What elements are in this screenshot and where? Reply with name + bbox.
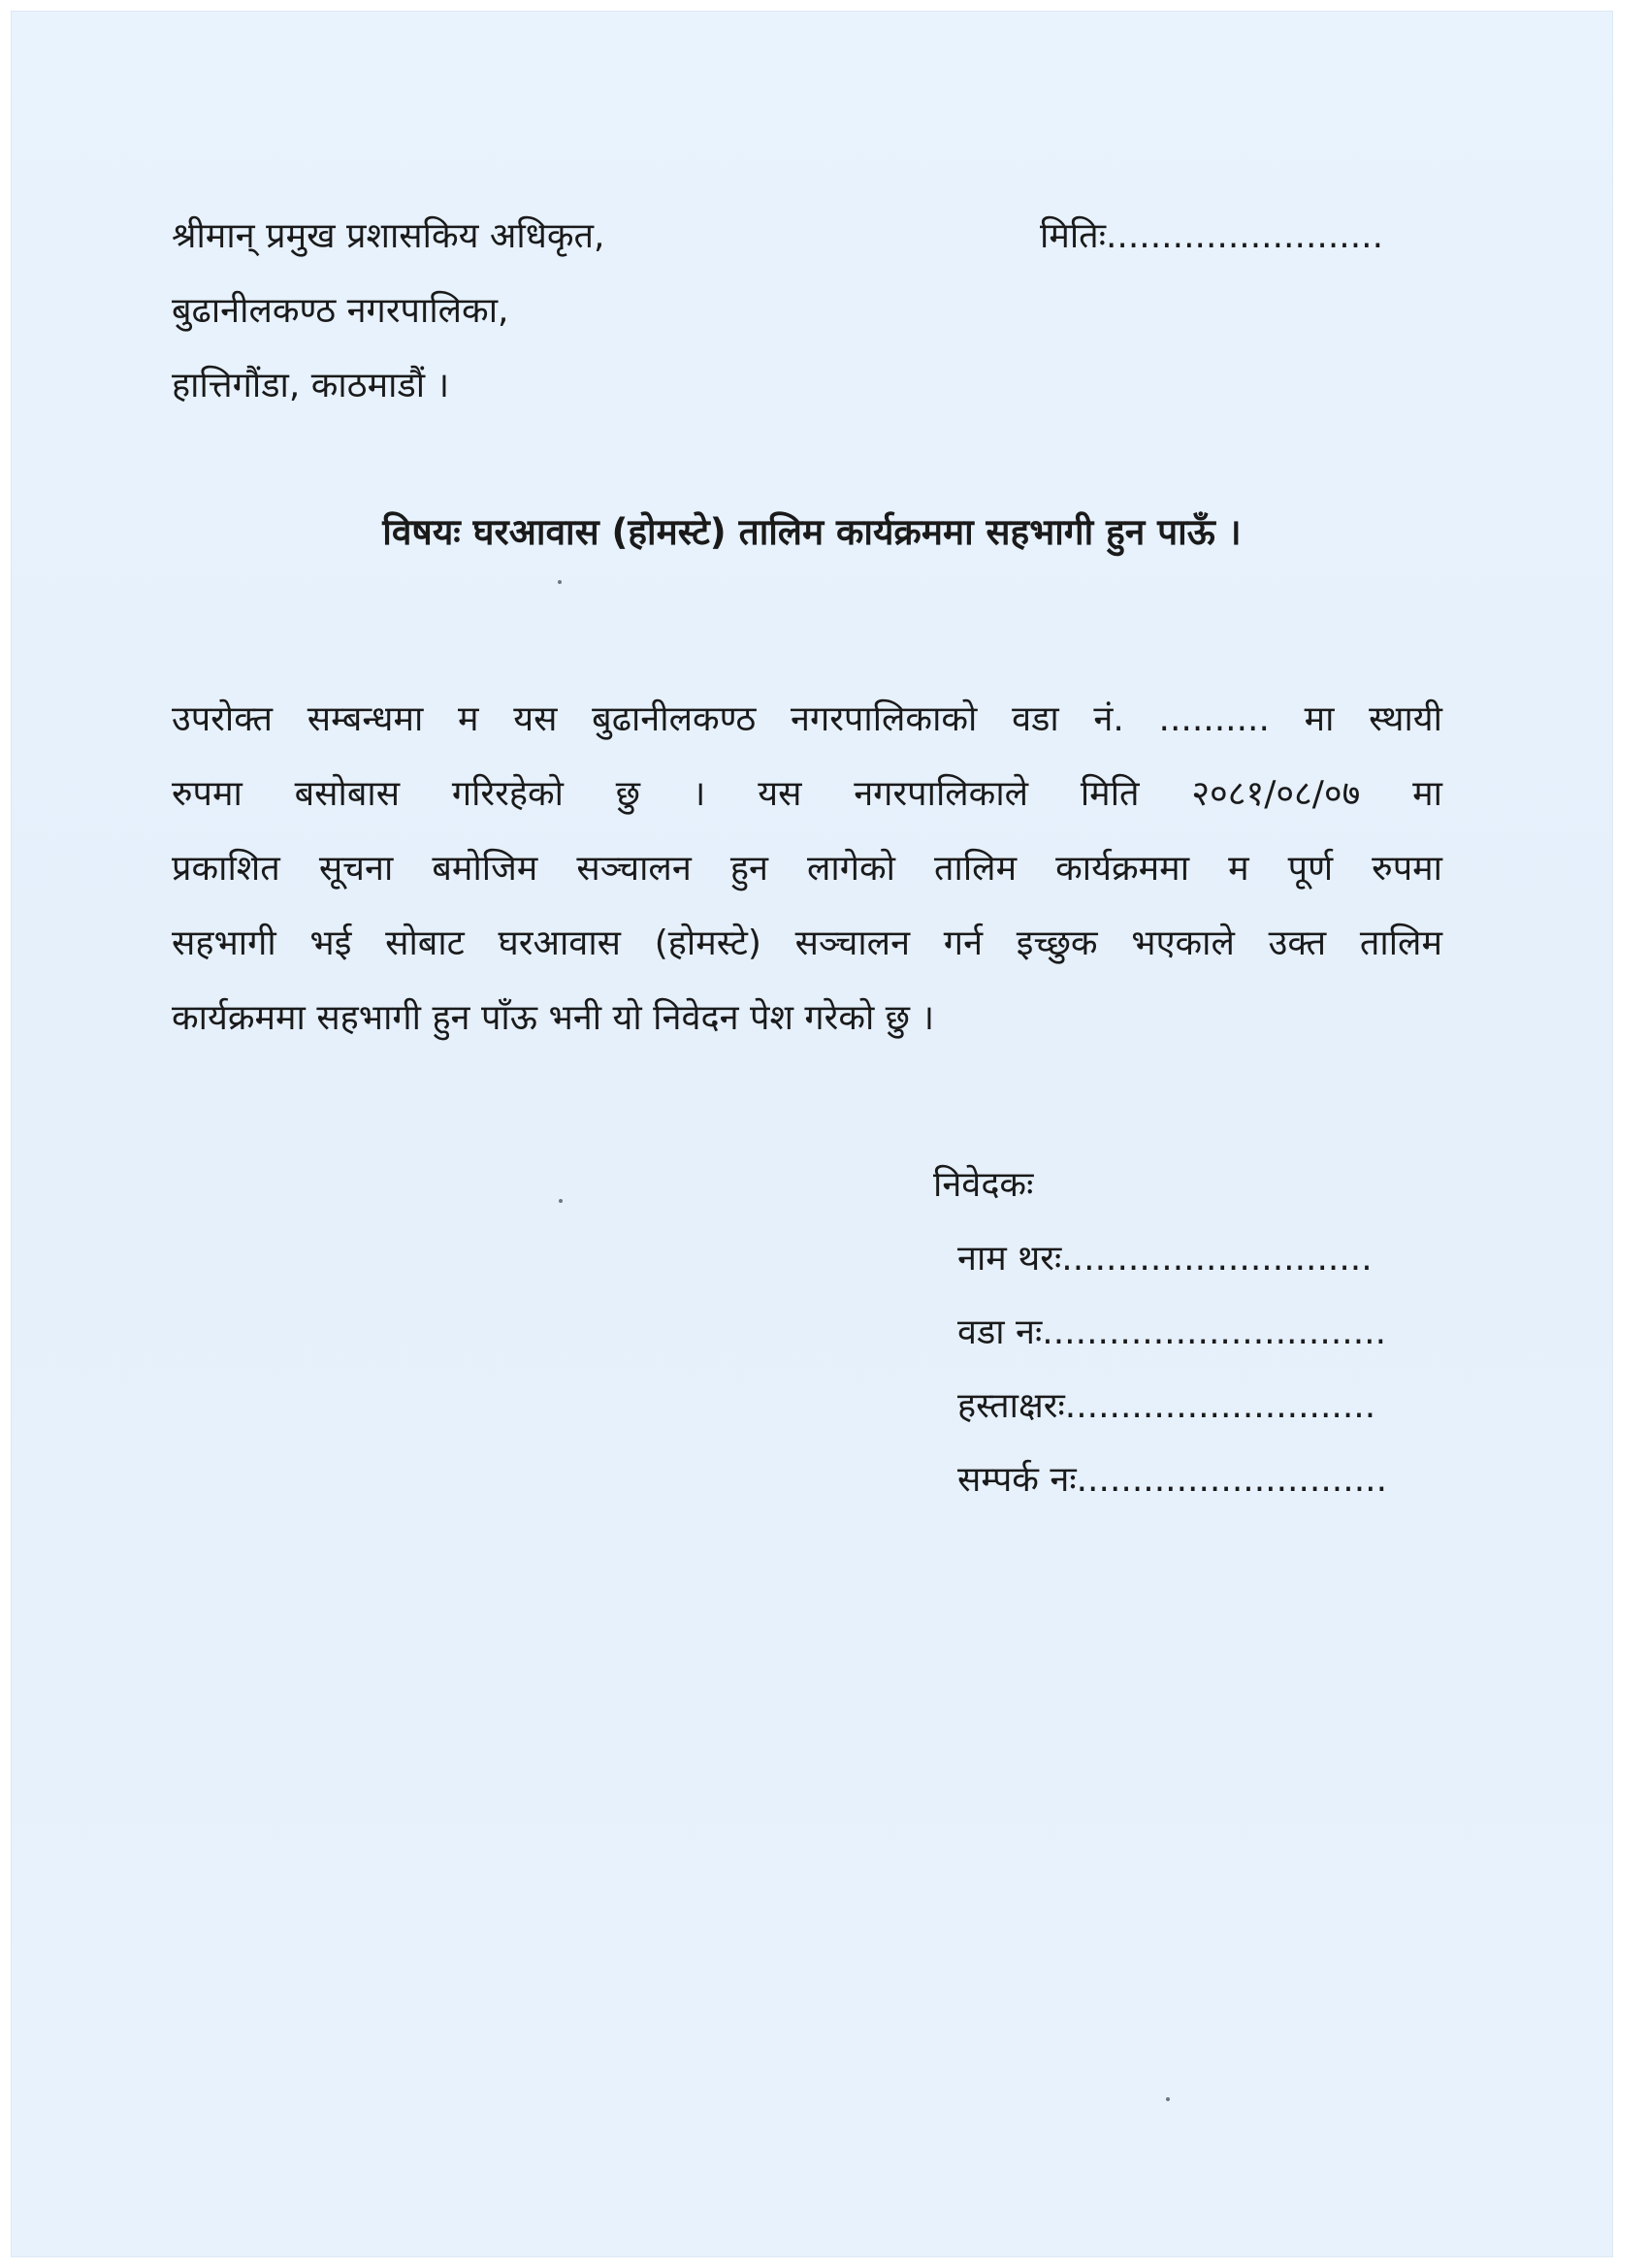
recipient-office: बुढानीलकण्ठ नगरपालिका, — [172, 291, 509, 331]
signature-field: हस्ताक्षरः............................ — [957, 1386, 1376, 1426]
scan-speck — [559, 1199, 563, 1203]
ward-field: वडा नः............................... — [957, 1312, 1387, 1352]
applicant-heading: निवेदकः — [933, 1165, 1034, 1205]
body-line: सहभागी भई सोबाट घरआवास (होमस्टे) सञ्चालन गर्न इच्छुक भएकाले उक्त तालिम — [172, 923, 1442, 963]
name-field: नाम थरः............................ — [957, 1239, 1373, 1279]
recipient-address: हात्तिगौंडा, काठमाडौं । — [172, 366, 450, 405]
recipient-title: श्रीमान् प्रमुख प्रशासकिय अधिकृत, — [172, 216, 605, 256]
scan-speck — [1166, 2097, 1170, 2101]
body-line: रुपमा बसोबास गरिरहेको छु । यस नगरपालिकाले मिति २०८१/०८/०७ मा — [172, 774, 1442, 814]
subject-line: विषयः घरआवास (होमस्टे) तालिम कार्यक्रममा सहभागी हुन पाऊँ । — [382, 511, 1242, 553]
body-line: उपरोक्त सम्बन्धमा म यस बुढानीलकण्ठ नगरपालिकाको वडा नं. .......... मा स्थायी — [172, 699, 1442, 739]
scan-speck — [558, 580, 562, 584]
contact-field: सम्पर्क नः............................ — [957, 1460, 1388, 1500]
body-line: प्रकाशित सूचना बमोजिम सञ्चालन हुन लागेको तालिम कार्यक्रममा म पूर्ण रुपमा — [172, 849, 1442, 889]
letter-page — [12, 12, 1612, 2256]
body-line: कार्यक्रममा सहभागी हुन पाँऊ भनी यो निवेदन पेश गरेको छु । — [172, 998, 935, 1038]
date-field: मितिः......................... — [1040, 216, 1384, 256]
